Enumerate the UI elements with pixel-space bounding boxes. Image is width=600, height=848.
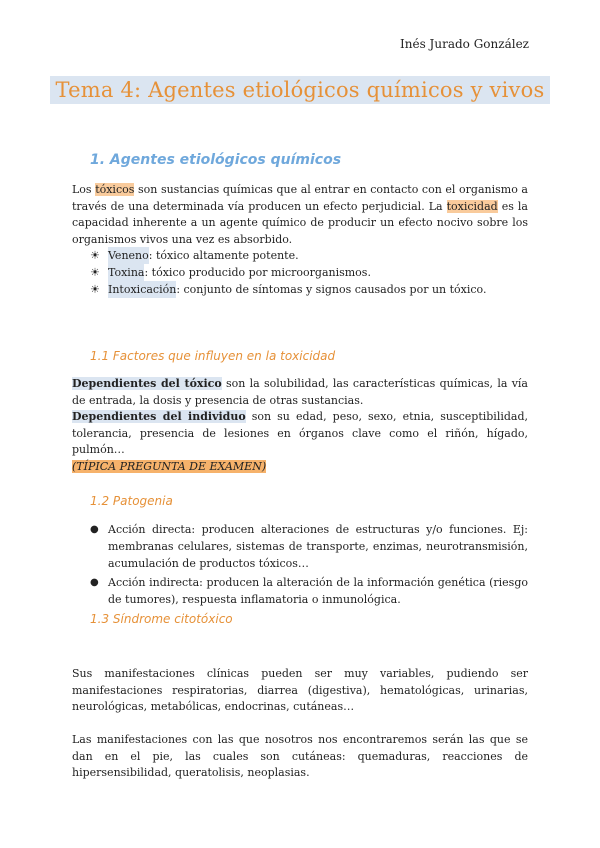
- text-run: son sustancias químicas que al entrar en contacto con el organismo a través de una determinada vía producen un efecto perjudicial. La: [72, 183, 528, 213]
- list-item: [90, 521, 528, 572]
- section-heading-1-3: 1.3 Síndrome citotóxico: [90, 612, 233, 626]
- bullet-icon: ●: [90, 577, 99, 588]
- factores-paragraph: [72, 376, 528, 475]
- bullet-icon: ●: [90, 524, 99, 535]
- exam-note: (TÍPICA PREGUNTA DE EXAMEN): [72, 459, 267, 473]
- list-item: [90, 574, 528, 608]
- section-heading-1-2: 1.2 Patogenia: [90, 494, 173, 508]
- definitions-list: [90, 247, 486, 298]
- highlight-toxicos: tóxicos: [95, 183, 135, 196]
- patogenia-list: [90, 521, 528, 610]
- sun-icon: ☀: [90, 249, 100, 262]
- sun-icon: ☀: [90, 266, 100, 279]
- definition-text: : tóxico altamente potente.: [148, 249, 299, 262]
- highlight-toxicidad: toxicidad: [446, 199, 498, 213]
- text-run: son su edad, peso, sexo, etnia, susceptibilidad, tolerancia, presencia de lesiones en órganos clave como el riñón, hígado, pulmón…: [72, 410, 528, 456]
- page-title: Tema 4: Agentes etiológicos químicos y vivos: [50, 76, 551, 104]
- list-item: [90, 247, 486, 264]
- sindrome-paragraph-1: Sus manifestaciones clínicas pueden ser muy variables, pudiendo ser manifestaciones respiratorias, diarrea (digestiva), hematológicas, urinarias, neurológicas, metabólicas, endocrinas, cutáneas…: [72, 667, 528, 713]
- text-run: Los: [72, 183, 96, 196]
- term-dependientes-individuo: Dependientes del individuo: [72, 410, 246, 423]
- list-item-text: Acción indirecta: producen la alteración de la información genética (riesgo de tumores), respuesta inflamatoria o inmunológica.: [108, 576, 528, 606]
- term-intoxicacion: Intoxicación: [108, 283, 177, 296]
- list-item: [90, 264, 486, 281]
- sun-icon: ☀: [90, 283, 100, 296]
- title-container: [0, 76, 600, 104]
- toxicos-paragraph: [72, 182, 528, 248]
- text-run: es la capacidad inherente a un agente químico de producir un efecto nocivo sobre los organismos vivos una vez es absorbido.: [72, 199, 528, 246]
- author-name: Inés Jurado González: [400, 37, 529, 51]
- term-veneno: Veneno: [108, 249, 149, 262]
- section-heading-1: 1. Agentes etiológicos químicos: [90, 152, 342, 168]
- definition-text: : tóxico producido por microorganismos.: [144, 266, 371, 279]
- section-heading-1-1: 1.1 Factores que influyen en la toxicidad: [90, 349, 336, 363]
- text-run: son la solubilidad, las características químicas, la vía de entrada, la dosis y presencia de otras sustancias.: [72, 377, 528, 407]
- sindrome-paragraph-2: Las manifestaciones con las que nosotros nos encontraremos serán las que se dan en el pie, las cuales son cutáneas: quemaduras, reacciones de hipersensibilidad, queratolisis, neoplasias.: [72, 733, 528, 779]
- definition-text: : conjunto de síntomas y signos causados por un tóxico.: [176, 283, 487, 296]
- list-item: [90, 281, 486, 298]
- list-item-text: Acción directa: producen alteraciones de estructuras y/o funciones. Ej: membranas celulares, sistemas de transporte, enzimas, neurotransmisión, acumulación de productos tóxicos…: [108, 523, 528, 570]
- term-dependientes-toxico: Dependientes del tóxico: [72, 377, 222, 390]
- term-toxina: Toxina: [108, 266, 145, 279]
